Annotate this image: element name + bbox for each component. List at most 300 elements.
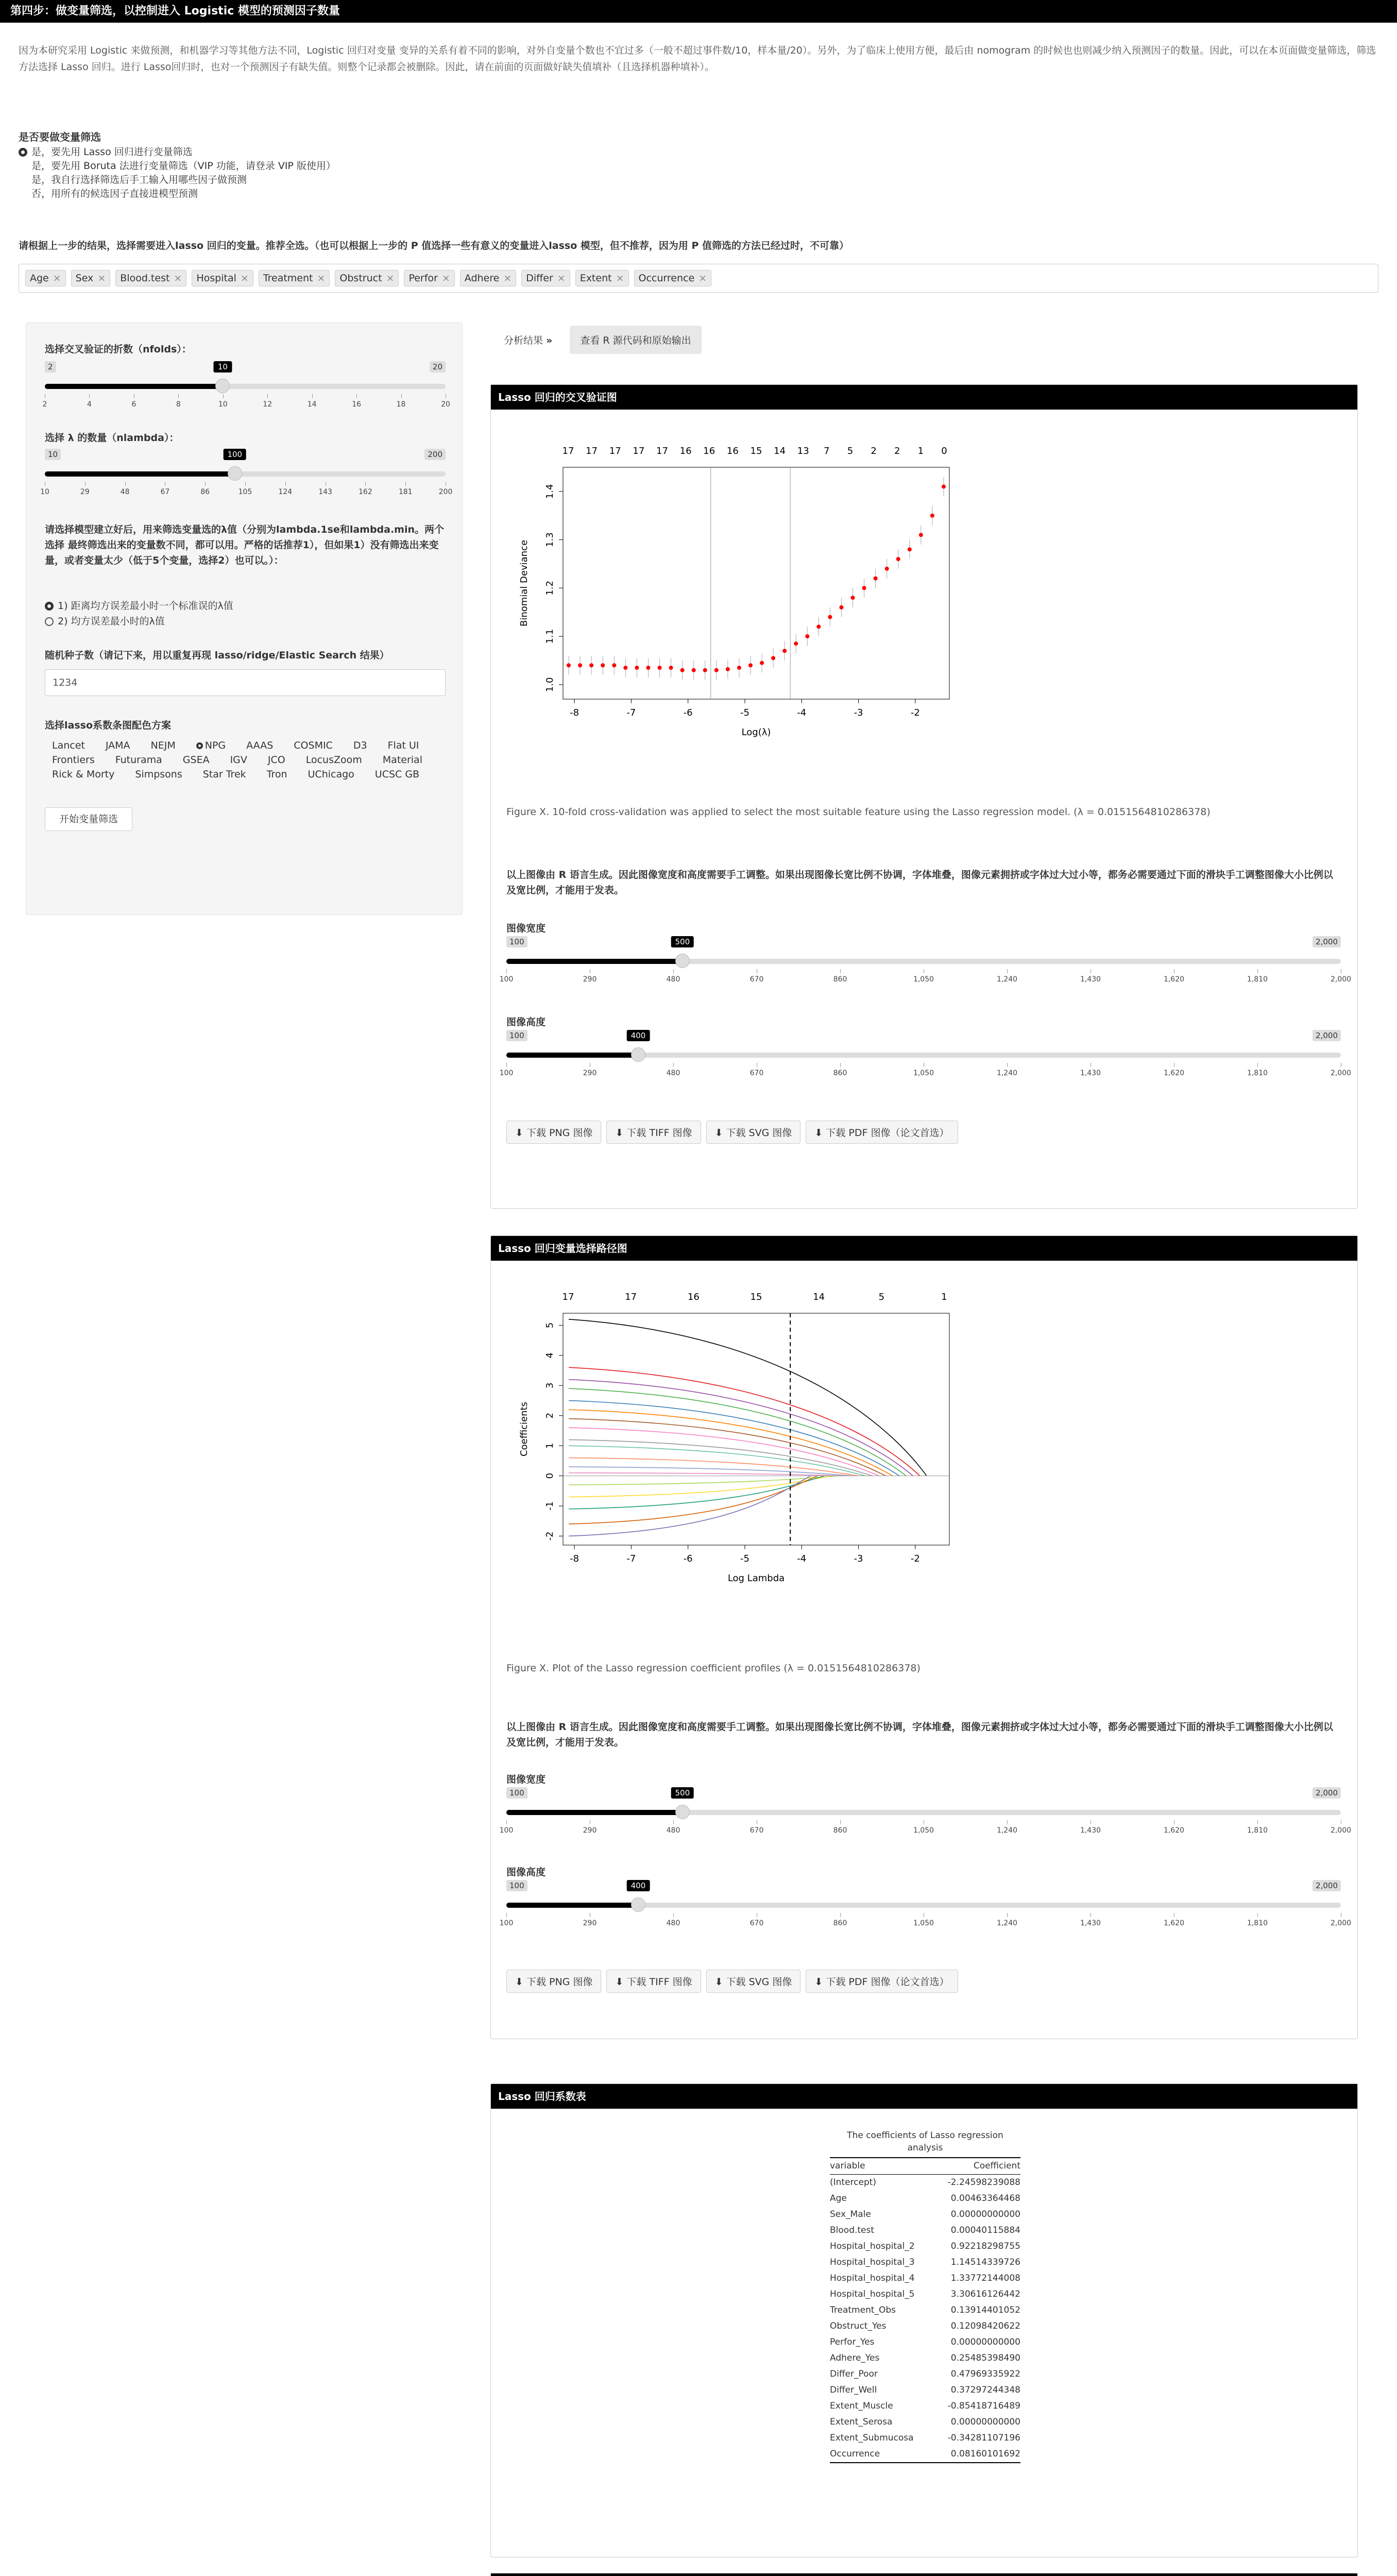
palette-label: Material [382, 754, 422, 766]
tick-label: 18 [396, 400, 406, 409]
variable-tag[interactable] [460, 270, 516, 286]
download-button[interactable] [806, 1121, 958, 1144]
palette-option[interactable] [52, 738, 95, 753]
table-row [830, 2382, 1020, 2398]
download-button[interactable] [706, 1970, 801, 1993]
download-icon: ⬇ [814, 1127, 826, 1139]
table-cell: 0.37297244348 [950, 2385, 1020, 2395]
tick-label: 12 [263, 400, 272, 409]
table-cell: Perfor_Yes [830, 2337, 875, 2347]
x-tick-label: -8 [570, 707, 580, 718]
coef-path [569, 1319, 927, 1476]
slider-max: 2,000 [1313, 936, 1341, 947]
panel-title: Lasso 回归的交叉验证图 [491, 385, 1357, 410]
slider-value: 400 [627, 1030, 650, 1041]
tab-r-code[interactable]: 查看 R 源代码和原始输出 [570, 326, 701, 354]
table-cell: Occurrence [830, 2446, 932, 2463]
x-tick-label: -4 [797, 1553, 807, 1564]
radio-icon[interactable] [45, 617, 54, 626]
download-button[interactable] [606, 1970, 701, 1993]
table-row [830, 2334, 1020, 2350]
slider-fill [506, 1903, 638, 1908]
figure-caption: Figure X. Plot of the Lasso regression coefficient profiles (λ = 0.0151564810286378) [506, 1663, 921, 1674]
tick-label: 20 [441, 400, 450, 409]
slider-handle[interactable] [631, 1047, 645, 1062]
cv-point [839, 605, 843, 609]
tick-label: 10 [40, 488, 49, 496]
tick-label: 1,810 [1247, 975, 1268, 984]
tick-label: 860 [833, 975, 847, 984]
variable-tag[interactable] [404, 270, 454, 286]
tick-label: 670 [749, 1069, 764, 1077]
size-note: 以上图像由 R 语言生成。因此图像宽度和高度需要手工调整。如果出现图像长宽比例不协调，字体堆叠，图像元素拥挤或字体过大过小等，都务必需要通过下面的滑块手工调整图像大小比例以及宽比例，才能用于发表。 [506, 869, 1333, 896]
tick-label: 1,430 [1080, 1826, 1101, 1835]
table-row [830, 2255, 1020, 2270]
tick-label: 8 [176, 400, 181, 409]
lambda-option-min[interactable] [45, 614, 165, 629]
option-manual[interactable] [19, 173, 336, 187]
tick-label: 860 [833, 1919, 847, 1927]
table-row [830, 2286, 1020, 2302]
button-label: 下载 PDF 图像（论文首选） [826, 1127, 949, 1139]
coef-path [569, 1473, 845, 1476]
tick-label: 1,810 [1247, 1069, 1268, 1077]
cv-point [942, 485, 946, 489]
top-count-label: 1 [917, 446, 924, 456]
palette-label: JAMA [105, 740, 130, 751]
palette-option[interactable] [375, 767, 430, 782]
table-row [830, 2318, 1020, 2334]
palette-option[interactable] [230, 753, 258, 767]
y-tick-label: 1.3 [544, 532, 555, 547]
slider-fill [506, 959, 683, 964]
slider-max: 2,000 [1313, 1880, 1341, 1891]
download-icon: ⬇ [515, 1127, 526, 1139]
variable-tag[interactable] [575, 270, 629, 286]
slider-value: 400 [627, 1880, 650, 1891]
seed-label: 随机种子数（请记下来，用以重复再现 lasso/ridge/Elastic Search 结果） [45, 650, 389, 661]
column-header: variable [830, 2158, 932, 2175]
top-count-label: 17 [656, 446, 668, 456]
cv-point [874, 577, 878, 581]
slider-min: 100 [506, 1030, 527, 1041]
y-tick-label: 3 [544, 1382, 555, 1388]
option-label: 1) 距离均方误差最小时一个标准误的λ值 [58, 600, 233, 612]
remove-icon[interactable]: × [441, 273, 450, 284]
tick-label: 86 [200, 488, 210, 496]
top-count-label: 14 [813, 1292, 825, 1302]
tick-label: 1,430 [1080, 975, 1101, 984]
tab-results[interactable] [493, 326, 563, 354]
top-count-label: 14 [774, 446, 786, 456]
y-tick-label: 2 [544, 1412, 555, 1419]
seed-input[interactable]: 1234 [45, 669, 446, 696]
top-count-label: 2 [871, 446, 877, 456]
download-icon: ⬇ [515, 1976, 526, 1988]
table-cell: -0.85418716489 [947, 2401, 1020, 2411]
x-tick-label: -5 [740, 1553, 749, 1564]
x-axis-label: Log Lambda [727, 1573, 785, 1584]
variable-tag[interactable] [634, 270, 712, 286]
y-tick-label: 0 [544, 1472, 555, 1479]
tick-label: 290 [583, 1826, 597, 1835]
y-tick-label: -2 [544, 1531, 555, 1541]
palette-option[interactable] [353, 738, 378, 753]
tick-label: 67 [160, 488, 170, 496]
tick-label: 1,430 [1080, 1919, 1101, 1927]
palette-option[interactable] [268, 753, 296, 767]
remove-icon[interactable]: × [240, 273, 249, 284]
tick-label: 670 [749, 975, 764, 984]
table-cell: 0.47969335922 [950, 2369, 1020, 2379]
table-cell: Obstruct_Yes [830, 2321, 887, 2331]
table-row [830, 2207, 1020, 2223]
remove-icon[interactable]: × [97, 273, 106, 284]
y-tick-label: 1.1 [544, 629, 555, 644]
cv-point [703, 668, 707, 672]
cv-point [851, 596, 855, 600]
palette-label: Star Trek [202, 769, 246, 780]
slider-min: 100 [506, 936, 527, 947]
table-row [830, 2350, 1020, 2366]
tag-label: Age [30, 273, 49, 284]
tick-label: 1,810 [1247, 1826, 1268, 1835]
palette-option[interactable] [183, 753, 220, 767]
top-count-label: 7 [824, 446, 830, 456]
palette-option[interactable] [383, 753, 433, 767]
tick-mark [840, 969, 841, 973]
palette-option[interactable] [52, 753, 105, 767]
tick-mark [1007, 1913, 1008, 1917]
variable-tag[interactable] [521, 270, 570, 286]
download-icon: ⬇ [714, 1127, 726, 1139]
table-cell: Hospital_hospital_4 [830, 2273, 915, 2283]
y-tick-label: 1.2 [544, 581, 555, 596]
y-tick-label: -1 [544, 1501, 555, 1511]
cv-point [714, 668, 719, 672]
variable-tag[interactable] [192, 270, 253, 286]
table-row [830, 2430, 1020, 2446]
slider-handle[interactable] [675, 954, 690, 968]
slider-ticks [499, 969, 1352, 985]
table-cell: Hospital_hospital_2 [830, 2241, 915, 2251]
table-cell: 0.00463364468 [950, 2193, 1020, 2204]
tick-mark [1257, 1913, 1258, 1917]
palette-option[interactable] [151, 738, 186, 753]
option-label: 是，我自行选择筛选后手工输入用哪些因子做预测 [31, 174, 247, 185]
remove-icon[interactable]: × [317, 273, 326, 284]
tick-label: 1,240 [996, 1919, 1018, 1927]
tick-label: 670 [749, 1826, 764, 1835]
tick-label: 2,000 [1330, 1919, 1352, 1927]
slider-handle[interactable] [228, 466, 242, 481]
tick-label: 480 [666, 1069, 680, 1077]
palette-option[interactable] [294, 738, 343, 753]
palette-option[interactable] [306, 753, 372, 767]
tag-label: Blood.test [120, 273, 170, 284]
radio-icon[interactable] [196, 742, 203, 749]
plot-frame [563, 467, 949, 699]
table-cell: 0.00000000000 [950, 2417, 1020, 2427]
table-cell: Differ_Poor [830, 2369, 878, 2379]
top-count-label: 1 [941, 1292, 947, 1302]
palette-option[interactable] [308, 767, 365, 782]
variable-select-input[interactable] [19, 264, 1378, 293]
button-label: 下载 TIFF 图像 [626, 1127, 692, 1139]
table-cell: Extent_Submucosa [830, 2433, 914, 2443]
palette-label: LocusZoom [305, 754, 362, 766]
slider-handle[interactable] [631, 1897, 645, 1912]
cv-point [760, 661, 764, 665]
remove-icon[interactable]: × [557, 273, 566, 284]
button-label: 下载 TIFF 图像 [626, 1976, 692, 1988]
path-plot [506, 1277, 970, 1586]
palette-option[interactable] [106, 738, 141, 753]
palette-radio-group[interactable] [52, 738, 464, 782]
palette-label: COSMIC [294, 740, 333, 751]
cv-point [635, 666, 639, 670]
palette-label: D3 [353, 740, 367, 751]
intro-text: 因为本研究采用 Logistic 来做预测，和机器学习等其他方法不同，Logistic 回归对变量 变异的关系有着不同的影响，对外自变量个数也不宜过多（一般不超过事件数/10，样本量/20）。另外，为了临床上使用方便，最后由 nomogram 的时候也也则减少纳入预测因子的数量。因此，可以在本页面做变量筛选，筛选方法选择 Lasso 回归。进行 Lasso回归时，也对一个预测因子有缺失值。则整个记录都会被删除。因此，请在前面的页面做好缺失值填补（且选择机器种填补）。 [19, 45, 1376, 73]
table-row [830, 2446, 1020, 2463]
y-tick-label: 4 [544, 1352, 555, 1359]
selection-options [19, 145, 336, 201]
cv-point [828, 615, 832, 619]
tick-mark [673, 1063, 674, 1067]
coef-path [569, 1467, 851, 1476]
tab-label: 分析结果 [504, 335, 543, 346]
option-label: 否，用所有的候选因子直接进模型预测 [31, 188, 198, 199]
cv-point [589, 663, 593, 667]
table-cell: Extent_Serosa [830, 2417, 893, 2427]
button-label: 下载 SVG 图像 [726, 1127, 792, 1139]
table-row [830, 2414, 1020, 2430]
tick-mark [178, 394, 179, 398]
nfolds-label: 选择交叉验证的折数（nfolds）： [45, 344, 192, 355]
cv-point [782, 649, 787, 653]
tick-label: 100 [499, 1069, 514, 1077]
y-tick-label: 1 [544, 1443, 555, 1449]
tick-mark [245, 482, 246, 486]
radio-icon[interactable] [19, 148, 27, 157]
slider-handle[interactable] [215, 379, 230, 393]
tick-mark [1007, 1063, 1008, 1067]
tick-label: 100 [499, 975, 514, 984]
start-button[interactable]: 开始变量筛选 [45, 807, 132, 831]
tick-mark [89, 394, 90, 398]
tick-label: 105 [238, 488, 252, 496]
x-axis-label: Log(λ) [741, 727, 771, 738]
tick-mark [840, 1063, 841, 1067]
slider-fill [506, 1053, 638, 1058]
option-lasso[interactable] [19, 145, 336, 159]
variable-tag[interactable] [115, 270, 186, 286]
cv-point [578, 663, 582, 667]
tick-label: 480 [666, 1919, 680, 1927]
tick-mark [673, 1820, 674, 1824]
remove-icon[interactable]: × [503, 273, 512, 284]
tick-mark [840, 1913, 841, 1917]
table-row [830, 2270, 1020, 2286]
palette-option[interactable] [115, 753, 173, 767]
slider-fill [45, 384, 223, 389]
download-button[interactable] [506, 1121, 601, 1144]
cv-point [908, 547, 912, 551]
table-cell: 0.00000000000 [950, 2337, 1020, 2347]
tag-label: Sex [75, 273, 94, 284]
variable-tag[interactable] [71, 270, 111, 286]
y-axis-label: Coefficients [519, 1402, 530, 1456]
remove-icon[interactable]: × [386, 273, 395, 284]
variable-tag[interactable] [25, 270, 66, 286]
tick-label: 1,240 [996, 1826, 1018, 1835]
palette-option[interactable] [196, 738, 236, 753]
palette-label: IGV [230, 754, 247, 766]
slider-value: 10 [214, 361, 232, 372]
palette-label: AAAS [246, 740, 274, 751]
table-row [830, 2223, 1020, 2239]
double-chevron-icon: » [546, 335, 553, 346]
panel-title: Lasso 回归系数表 [491, 2084, 1357, 2109]
tick-mark [223, 394, 224, 398]
table-cell: Sex_Male [830, 2209, 871, 2219]
column-header: Coefficient [932, 2158, 1020, 2175]
palette-label: UChicago [308, 769, 354, 780]
tick-label: 48 [120, 488, 130, 496]
table-cell: Hospital_hospital_5 [830, 2289, 915, 2299]
slider-ticks [499, 1063, 1352, 1078]
lambda-option-1se[interactable] [45, 598, 233, 614]
option-none[interactable] [19, 187, 336, 201]
tick-mark [1257, 1820, 1258, 1824]
top-count-label: 16 [726, 446, 739, 456]
tick-label: 29 [80, 488, 90, 496]
tick-mark [506, 1063, 507, 1067]
tick-label: 480 [666, 1826, 680, 1835]
download-button[interactable] [706, 1121, 801, 1144]
slider-value: 500 [671, 936, 694, 947]
lambda-instruction: 请选择模型建立好后，用来筛选变量选的λ值（分别为lambda.1se和lambda.min。两个选择 最终筛选出来的变量数不同，都可以用。严格的话推荐1），但如果1）没有筛选出来变量，或者变量太少（低于5个变量，选择2）也可以。）： [45, 524, 445, 566]
tick-label: 860 [833, 1826, 847, 1835]
download-icon: ⬇ [615, 1976, 627, 1988]
download-button[interactable] [806, 1970, 958, 1993]
slider-max: 20 [430, 361, 446, 372]
palette-option[interactable] [267, 767, 298, 782]
tick-mark [405, 482, 406, 486]
tick-label: 2 [42, 400, 47, 409]
slider-min: 100 [506, 1880, 527, 1891]
tick-label: 14 [307, 400, 317, 409]
palette-label: Simpsons [135, 769, 182, 780]
remove-icon[interactable]: × [53, 273, 61, 284]
radio-icon[interactable] [45, 602, 54, 611]
tag-label: Extent [580, 273, 612, 284]
tick-mark [356, 394, 357, 398]
remove-icon[interactable]: × [698, 273, 707, 284]
tick-label: 2,000 [1330, 1826, 1352, 1835]
cv-point [669, 666, 673, 670]
table-cell: 0.92218298755 [950, 2241, 1020, 2251]
top-count-label: 17 [625, 1292, 637, 1302]
download-button[interactable] [506, 1970, 601, 1993]
table-row [830, 2191, 1020, 2207]
top-count-label: 5 [878, 1292, 885, 1302]
palette-option[interactable] [135, 767, 192, 782]
tick-mark [673, 1913, 674, 1917]
palette-option[interactable] [246, 738, 283, 753]
top-count-label: 13 [797, 446, 809, 456]
tick-mark [125, 482, 126, 486]
x-tick-label: -2 [910, 1553, 920, 1564]
variable-tag[interactable] [259, 270, 330, 286]
slider-max: 2,000 [1313, 1030, 1341, 1041]
tick-mark [365, 482, 366, 486]
remove-icon[interactable]: × [174, 273, 182, 284]
tick-mark [267, 394, 268, 398]
tick-label: 290 [583, 1919, 597, 1927]
palette-option[interactable] [203, 767, 257, 782]
option-boruta[interactable] [19, 159, 336, 173]
cv-point [680, 668, 685, 672]
tick-mark [285, 482, 286, 486]
tick-label: 2,000 [1330, 1069, 1352, 1077]
cv-point [612, 663, 616, 667]
palette-label: NPG [205, 740, 226, 751]
tick-mark [312, 394, 313, 398]
slider-min: 10 [45, 449, 61, 460]
tick-label: 162 [359, 488, 372, 496]
coef-table [830, 2129, 1020, 2463]
option-label: 2) 均方误差最小时的λ值 [58, 616, 165, 627]
y-tick-label: 5 [544, 1322, 555, 1329]
remove-icon[interactable]: × [616, 273, 624, 284]
cv-point [726, 667, 730, 671]
x-tick-label: -4 [797, 707, 807, 718]
x-tick-label: -7 [626, 1553, 636, 1564]
top-count-label: 17 [609, 446, 621, 456]
tick-label: 100 [499, 1919, 514, 1927]
table-cell: Hospital_hospital_3 [830, 2257, 915, 2267]
cv-point [771, 656, 775, 660]
table-cell: Age [830, 2193, 847, 2204]
table-title: The coefficients of Lasso regression analysis [847, 2130, 1003, 2153]
top-count-label: 0 [941, 446, 947, 456]
palette-option[interactable] [388, 738, 430, 753]
button-label: 下载 PNG 图像 [526, 1127, 593, 1139]
slider-handle[interactable] [675, 1805, 690, 1819]
width-label: 图像宽度 [506, 1774, 546, 1785]
top-count-label: 16 [703, 446, 715, 456]
palette-option[interactable] [52, 767, 125, 782]
tick-label: 1,620 [1163, 1069, 1185, 1077]
tick-label: 1,620 [1163, 975, 1185, 984]
download-icon: ⬇ [714, 1976, 726, 1988]
height-label: 图像高度 [506, 1016, 546, 1028]
figure-caption: Figure X. 10-fold cross-validation was applied to select the most suitable feature using the Lasso regression model. (λ = 0.0151564810286378) [506, 806, 1211, 818]
slider-ticks [40, 482, 453, 497]
tick-mark [1257, 1063, 1258, 1067]
download-button[interactable] [606, 1121, 701, 1144]
lasso-settings-panel [26, 323, 463, 915]
tick-label: 124 [278, 488, 293, 496]
table-cell: 0.00040115884 [950, 2225, 1020, 2235]
slider-ticks [42, 394, 450, 410]
download-row [506, 1970, 958, 1993]
variable-tag[interactable] [335, 270, 399, 286]
cv-point [862, 586, 866, 590]
palette-label: JCO [267, 754, 285, 766]
tick-label: 2,000 [1330, 975, 1352, 984]
